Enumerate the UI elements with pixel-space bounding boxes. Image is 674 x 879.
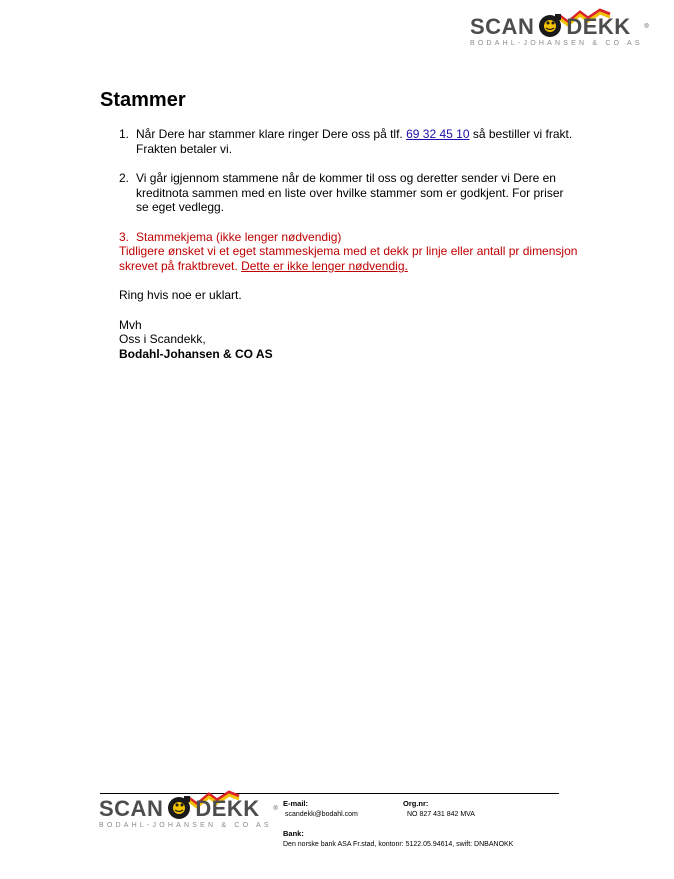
- scandekk-logo-header: [470, 10, 649, 47]
- footer-email-block: [283, 799, 358, 819]
- item-3-body-text: Tidligere ønsket vi et eget stammeskjema med et dekk pr linje eller antall pr dimensjon skrevet på fraktbrevet.: [119, 244, 578, 273]
- bank-value: Den norske bank ASA Fr.stad, kontonr: 5122.05.94614, swift: DNBANOKK: [283, 841, 514, 848]
- list-item-3: [119, 230, 579, 245]
- page-title: Stammer: [100, 89, 186, 111]
- list-item-1: [119, 127, 579, 156]
- signoff-line: Oss i Scandekk,: [119, 332, 206, 346]
- list-item-text: [136, 127, 579, 156]
- org-label: Org.nr:: [403, 799, 429, 808]
- logo-word-scan: SCAN: [470, 14, 535, 39]
- org-value: NO 827 431 842 MVA: [407, 811, 475, 818]
- signoff-line: Mvh: [119, 317, 142, 332]
- list-number: 1.: [119, 127, 130, 141]
- item-text-before-link: Når Dere har stammer klare ringer Dere oss på tlf.: [136, 127, 407, 141]
- email-label: E-mail:: [283, 799, 309, 808]
- logo-word-scan: SCAN: [99, 796, 164, 821]
- tire-mascot-icon: [164, 792, 194, 820]
- logo-subtitle: BODAHL-JOHANSEN & CO AS: [99, 822, 272, 829]
- tire-mascot-icon: [535, 10, 565, 38]
- list-item-heading: Stammekjema (ikke lenger nødvendig): [136, 229, 342, 244]
- list-number: 2.: [119, 171, 130, 185]
- logo-subtitle: BODAHL-JOHANSEN & CO AS: [470, 40, 643, 47]
- item-3-body: [119, 244, 579, 273]
- list-item-2: [119, 171, 579, 215]
- registered-mark: ®: [273, 806, 278, 812]
- list-item-text: Vi går igjennom stammene når de kommer til oss og deretter sender vi Dere en kreditnota sammen med en liste over hvilke stammer som er godkjent. For priser se eget vedlegg.: [136, 171, 564, 214]
- scandekk-logo-footer: [99, 792, 278, 829]
- logo-word-dekk: DEKK: [566, 14, 631, 39]
- company-name: Bodahl-Johansen & CO AS: [119, 346, 273, 361]
- letter-body: [119, 127, 579, 361]
- item-text-after-link: så bestiller vi frakt. Frakten betaler vi.: [136, 127, 573, 156]
- email-value[interactable]: scandekk@bodahl.com: [285, 811, 358, 818]
- logo-word-dekk: DEKK: [195, 796, 260, 821]
- registered-mark: ®: [644, 24, 649, 30]
- footer-org-block: [403, 799, 475, 819]
- phone-link[interactable]: 69 32 45 10: [406, 127, 470, 141]
- list-number: 3.: [119, 229, 130, 244]
- item-3-underlined-text: Dette er ikke lenger nødvendig.: [241, 258, 408, 273]
- closing-line: Ring hvis noe er uklart.: [119, 288, 242, 302]
- footer-bank-block: [283, 829, 513, 849]
- bank-label: Bank:: [283, 829, 304, 838]
